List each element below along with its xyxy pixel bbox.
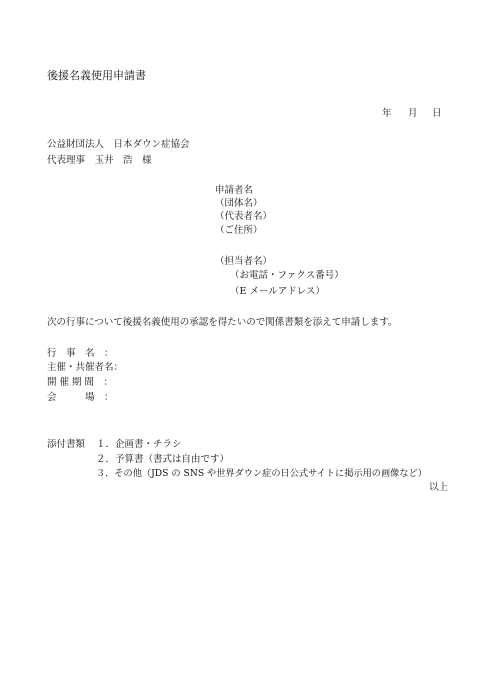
applicant-representative: （代表者名） [215,211,273,222]
applicant-email: （E メールアドレス） [230,286,325,297]
request-statement: 次の行事について後援名義使用の承認を得たいので関係書類を添えて申請します。 [47,317,398,328]
applicant-phone-fax: （お電話・ファクス番号） [230,270,344,281]
applicant-address: （ご住所） [215,225,263,236]
applicant-organization: （団体名） [215,198,263,209]
event-name-label: 行 事 名 ： [47,348,114,359]
form-title: 後援名義使用申請書 [47,69,146,82]
date-month-label: 月 [408,108,418,119]
attachment-item: ３．その他（JDS の SNS や世界ダウン症の日公式サイトに掲示用の画像など） [96,468,427,479]
recipient-representative: 代表理事 玉井 浩 様 [47,155,152,166]
recipient-organization: 公益財団法人 日本ダウン症協会 [47,139,190,150]
attachments-label: 添付書類 [47,439,86,450]
event-period-label: 開 催 期 間 ： [47,377,114,388]
organizer-label: 主催・共催者名： [47,362,124,373]
applicant-contact-person: （担当者名） [215,256,273,267]
closing-mark: 以上 [428,482,448,493]
applicant-heading: 申請者名 [215,185,254,196]
date-day-label: 日 [432,108,442,119]
venue-label: 会 場 ： [47,392,114,403]
attachment-item: ２．予算書（書式は自由です） [96,454,230,465]
attachment-item: １．企画書・チラシ [96,439,182,450]
date-year-label: 年 [382,108,392,119]
